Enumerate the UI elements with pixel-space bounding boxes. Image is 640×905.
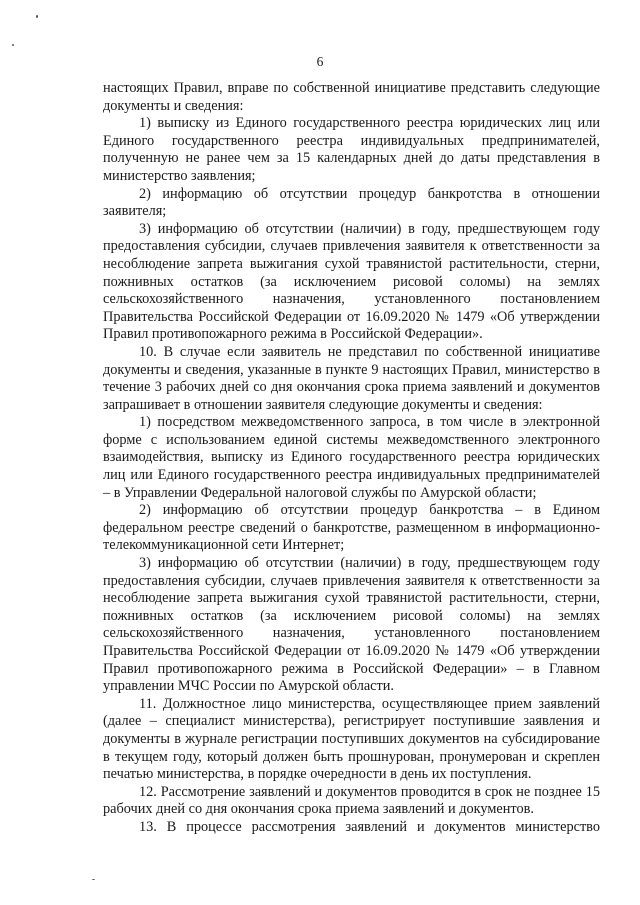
paragraph-12: 12. Рассмотрение заявлений и документов проводится в срок не позднее 15 рабочих дней со дня окончания срока приема заявлений и документов. [103,783,600,818]
document-body [103,80,600,837]
paragraph-10-item-3: 3) информацию об отсутствии (наличии) в году, предшествующем году предоставления субсидии, случаев привлечения заявителя к ответственности за несоблюдение запрета выжигания сухой травянистой растительности, стерни, пожнивных остатков (за исключением рисовой соломы) на землях сельскохозяйственного назначения, установленного постановлением Правительства Российской Федерации от 16.09.2020 № 1479 «Об утверждении Правил противопожарного режима в Российской Федерации» – в Главном управлении МЧС России по Амурской области. [103,555,600,695]
paragraph-11: 11. Должностное лицо министерства, осуществляющее прием заявлений (далее – специалист министерства), регистрирует поступившие заявления и документы в журнале регистрации поступивших документов на субсидирование в текущем году, который должен быть прошнурован, пронумерован и скреплен печатью министерства, в порядке очередности в день их поступления. [103,695,600,783]
scan-speck [92,879,95,880]
page-number: 6 [316,54,324,69]
paragraph-10-item-1: 1) посредством межведомственного запроса, в том числе в электронной форме с использованием единой системы межведомственного электронного взаимодействия, выписку из Единого государственного реестра юридических лиц или Единого государственного реестра индивидуальных предпринимателей – в Управлении Федеральной налоговой службы по Амурской области; [103,414,600,501]
scan-speck [36,15,38,18]
scan-speck [12,44,14,46]
paragraph-13: 13. В процессе рассмотрения заявлений и документов министерство [139,818,600,835]
paragraph-10: 10. В случае если заявитель не представил по собственной инициативе документы и сведения, указанные в пункте 9 настоящих Правил, министерство в течение 3 рабочих дней со дня окончания срока приема заявлений и документов запрашивает в отношении заявителя следующие документы и сведения: [103,343,600,413]
paragraph-10-item-2: 2) информацию об отсутствии процедур банкротства – в Едином федеральном реестре сведений о банкротстве, размещенном в информационно-телекоммуникационной сети Интернет; [103,502,600,554]
paragraph-continuation: настоящих Правил, вправе по собственной инициативе представить следующие документы и сведения: [103,80,600,114]
paragraph-9-item-2: 2) информацию об отсутствии процедур банкротства в отношении заявителя; [103,185,600,220]
paragraph-9-item-1: 1) выписку из Единого государственного реестра юридических лиц или Единого государственного реестра индивидуальных предпринимателей, полученную не ранее чем за 15 календарных дней до даты представления в министерство заявления; [103,115,600,184]
paragraph-9-item-3: 3) информацию об отсутствии (наличии) в году, предшествующем году предоставления субсидии, случаев привлечения заявителя к ответственности за несоблюдение запрета выжигания сухой травянистой растительности, стерни, пожнивных остатков (за исключением рисовой соломы) на землях сельскохозяйственного назначения, установленного постановлением Правительства Российской Федерации от 16.09.2020 № 1479 «Об утверждении Правил противопожарного режима в Российской Федерации». [103,220,600,343]
